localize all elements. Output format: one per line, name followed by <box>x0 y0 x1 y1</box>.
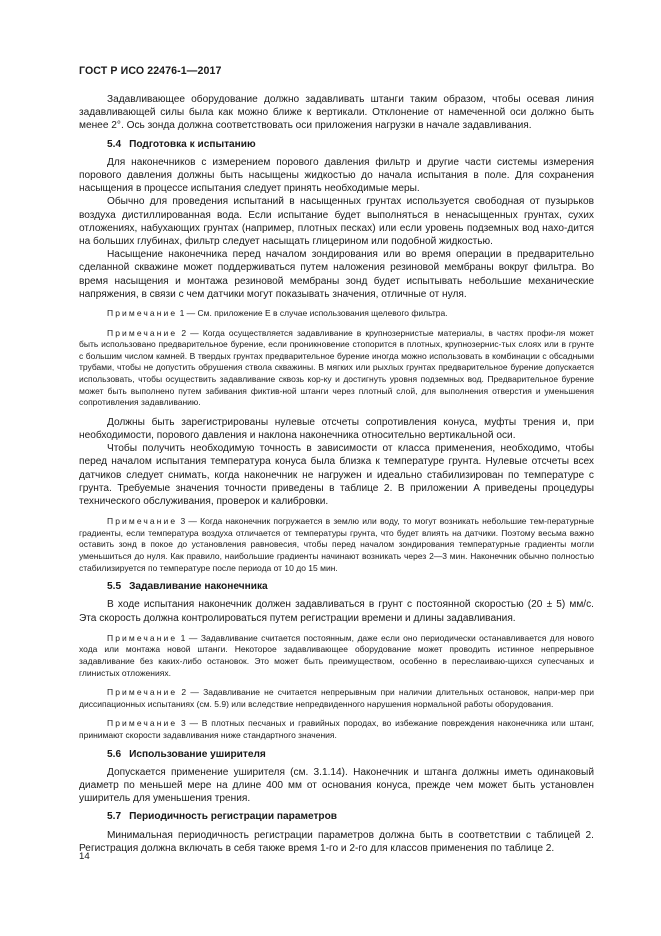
note-number: 1 <box>180 632 186 643</box>
note: Примечание 2 — Когда осуществляется задавливание в крупнозернистые материалы, в частях профи-ля может быть использовано предварительное бурение, если проникновение стопорится в плотных, крупнозернис-тых слоях или в грунте с большим числом камней. В твердых грунтах предварительное бурение иногда можно использовать в комбинации с обсадными трубами, чтобы не допустить обрушения ствола скважины. В мягких или рыхлых грунтах предварительное бурение допускается использовать, чтобы осуществить задавливание сквозь кор-ку и достигнуть уровня подземных вод. Предварительное бурение может быть выполнено путем забивания фиктив-ной штанги через плотный слой, для выполнения отверстия и уменьшения сопротивления задавливанию. <box>79 327 594 408</box>
note: Примечание 3 — Когда наконечник погружается в землю или воду, то могут возникать небольшие тем-пературные градиенты, если температура воздуха отличается от температуры грунта, что будет влиять на датчики. Поэтому весьма важно оставить зонд в покое до установления равновесия, чтобы перед началом зондирования температурные градиенты могли уменьшиться до нуля. Как правило, наибольшие градиенты начинают возникать через 2—3 мин. Наконечник обычно полностью стабилизируется по температуре после периода от 10 до 15 мин. <box>79 516 594 573</box>
section-title: Подготовка к испытанию <box>129 138 256 150</box>
paragraph: Задавливающее оборудование должно задавливать штанги таким образом, чтобы осевая линия задавливающей силы была как можно ближе к вертикали. Отклонение от намеченной оси должно быть менее 2°. Ось зонда должна соответствовать оси приложения нагрузки в начале задавливания. <box>79 94 594 132</box>
paragraph: Для наконечников с измерением порового давления фильтр и другие части системы измерения порового давления должны быть насыщены жидкостью до начала испытания в поле. Для сохранения насыщения в процессе испытания следует принять необходимые меры. <box>79 156 594 195</box>
section-title: Задавливание наконечника <box>129 581 268 593</box>
note-label: Примечание <box>107 516 178 527</box>
note-text: Задавливание не считается непрерывным при наличии длительных остановок, напри-мер при диссипационных испытаниях (см. 5.9) или вследствие непредвиденного нарушения нормальной работы оборудования. <box>79 687 595 709</box>
note: Примечание 1 — Задавливание считается постоянным, даже если оно периодически останавливается для нового хода или монтажа новой штанги. Некоторое задавливающее оборудование может проводить истинное непрерывное задавливание без каких-либо остановок. Это может быть преимуществом, особенно в переслаиваю-щихся супесчаных и глинистых отложениях. <box>79 632 594 678</box>
note-number: 1 <box>179 308 185 319</box>
section-title: Использование уширителя <box>129 748 266 760</box>
note-text: В плотных песчаных и гравийных породах, во избежание повреждения наконечника или штанг, принимают скорости задавливания ниже стандартного значения. <box>79 718 594 740</box>
paragraph: Насыщение наконечника перед началом зондирования или во время операции в предварительно сделанной скважине может поддерживаться путем наложения резиновой мембраны вокруг фильтра. Во время насыщения и монтажа резиновой мембраны зонд будет испытывать небольшие механические напряжения, в связи с чем датчики могут показывать значения, отличные от нуля. <box>79 249 594 300</box>
section-heading-5-4 <box>79 138 594 151</box>
note-label: Примечание <box>107 718 178 729</box>
paragraph: В ходе испытания наконечник должен задавливаться в грунт с постоянной скоростью (20 ± 5) мм/с. Эта скорость должна контролироваться путем регистрации времени и длины задавливания. <box>79 599 594 624</box>
page-number: 14 <box>79 851 90 862</box>
note-text: См. приложение E в случае использования щелевого фильтра. <box>197 308 448 319</box>
note: Примечание 1 — См. приложение E в случае использования щелевого фильтра. <box>107 308 448 319</box>
note-text: Когда наконечник погружается в землю или воду, то могут возникать небольшие тем-пературные градиенты, если температура воздуха отличается от температуры грунта, что будет влиять на датчики. Поэтому весьма важно оставить зонд в покое до установления равновесия, чтобы перед началом зондирования температурные градиенты могли уменьшиться до нуля. Как правило, наибольшие градиенты начинают возникать через 2—3 мин. Наконечник обычно полностью стабилизируется по температуре после периода от 10 до 15 мин. <box>79 516 594 573</box>
section-heading-5-7 <box>79 810 594 823</box>
section-heading-5-5 <box>79 580 594 593</box>
section-number: 5.7 <box>107 811 122 823</box>
section-title: Периодичность регистрации параметров <box>129 811 338 823</box>
note-label: Примечание <box>107 632 178 643</box>
paragraph: Минимальная периодичность регистрации параметров должна быть в соответствии с таблицей 2. Регистрация должна включать в себя также время 1-го и 2-го для классов применения по таблице 2. <box>79 829 594 854</box>
note-number: 3 <box>180 516 186 527</box>
page-body <box>79 93 594 855</box>
running-header: ГОСТ Р ИСО 22476-1—2017 <box>79 65 222 77</box>
note: Примечание 2 — Задавливание не считается непрерывным при наличии длительных остановок, напри-мер при диссипационных испытаниях (см. 5.9) или вследствие непредвиденного нарушения нормальной работы оборудования. <box>79 687 595 709</box>
note-label: Примечание <box>107 327 178 338</box>
section-number: 5.5 <box>107 581 122 593</box>
section-number: 5.6 <box>107 748 122 760</box>
note: Примечание 3 — В плотных песчаных и гравийных породах, во избежание повреждения наконечника или штанг, принимают скорости задавливания ниже стандартного значения. <box>79 718 594 740</box>
paragraph: Чтобы получить необходимую точность в зависимости от класса применения, необходимо, чтобы перед началом испытания температура конуса была близка к температуре грунта. Нулевые отсчеты всех датчиков следует снимать, когда наконечник не нагружен и идеально стабилизирован по температуре с грунта. Требуемые значения точности приведены в таблице 2. В приложении A приведены процедуры технического обслуживания, проверок и калибровки. <box>79 443 594 508</box>
note-text: Когда осуществляется задавливание в крупнозернистые материалы, в частях профи-ля может быть использовано предварительное бурение, если проникновение стопорится в плотных, крупнозернис-тых слоях или в грунте с большим числом камней. В твердых грунтах предварительное бурение иногда можно использовать в комбинации с обсадными трубами, чтобы не допустить обрушения ствола скважины. В мягких или рыхлых грунтах предварительное бурение допускается использовать, чтобы осуществить задавливание сквозь кор-ку и достигнуть уровня подземных вод. Предварительное бурение может быть выполнено путем забивания фиктив-ной штанги через плотный слой, для выполнения отверстия и уменьшения сопротивления задавливанию. <box>79 327 594 408</box>
note-label: Примечание <box>107 687 178 698</box>
note-number: 3 <box>180 718 186 729</box>
paragraph: Допускается применение уширителя (см. 3.1.14). Наконечник и штанга должны иметь одинаковый диаметр по меньшей мере на длине 400 мм от основания конуса, прежде чем может быть установлен уширитель для уменьшения трения. <box>79 766 594 805</box>
note-number: 2 <box>181 327 187 338</box>
section-number: 5.4 <box>107 138 122 150</box>
note-number: 2 <box>181 687 187 698</box>
note-label: Примечание <box>107 308 178 319</box>
note-text: Задавливание считается постоянным, даже если оно периодически останавливается для нового хода или монтажа новой штанги. Некоторое задавливающее оборудование может проводить истинное непрерывное задавливание без каких-либо остановок. Это может быть преимуществом, особенно в переслаиваю-щихся супесчаных и глинистых отложениях. <box>79 632 594 678</box>
section-heading-5-6 <box>79 748 594 761</box>
paragraph: Должны быть зарегистрированы нулевые отсчеты сопротивления конуса, муфты трения и, при необходимости, порового давления и наклона наконечника относительно вертикальной оси. <box>79 416 594 441</box>
paragraph: Обычно для проведения испытаний в насыщенных грунтах используется свободная от пузырьков воздуха дистиллированная вода. Если испытание будет выполняться в ненасыщенных грунтах, сухих отложениях, набухающих грунтах (например, плотных песках) или если уровень подземных вод нахо-дится на больших глубинах, фильтр следует насыщать глицерином или подобной жидкостью. <box>79 196 594 248</box>
